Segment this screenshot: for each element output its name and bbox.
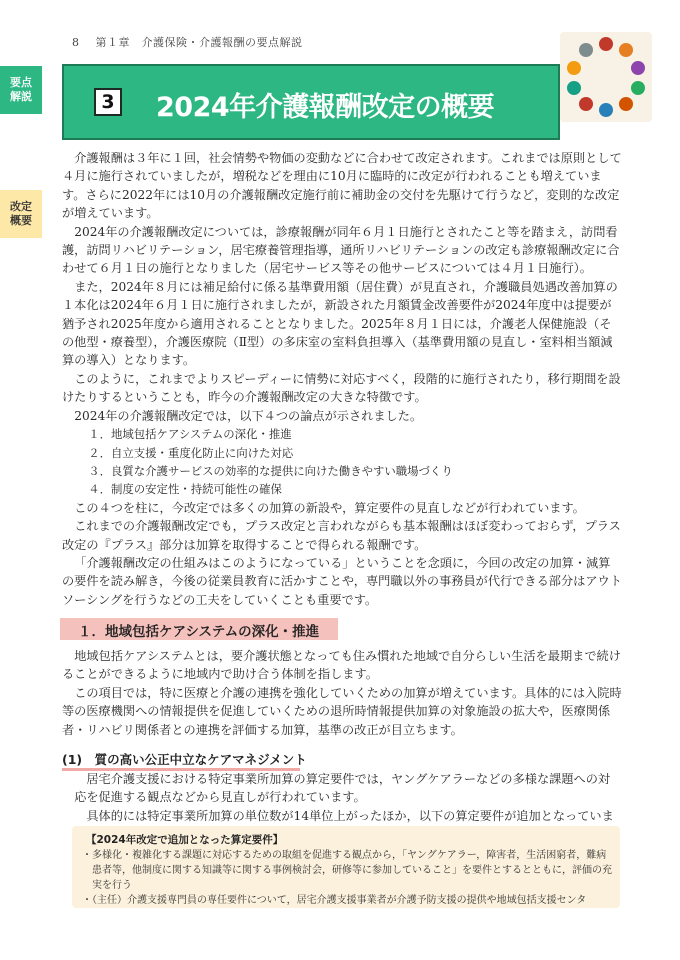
body-paragraph: これまでの介護報酬改定でも，プラス改定と言われながらも基本報酬はほぼ変わっておらず，プラス改定の『プラス』部分は加算を取得することで得られる報酬です。	[62, 519, 621, 552]
point-item: ４．制度の安定性・持続可能性の確保	[88, 482, 282, 497]
body-paragraph: 「介護報酬改定の仕組みはこのようになっている」ということを念頭に，今回の改定の加算・減算の要件を読み解き，今後の従業員教育に活かすことや，専門職以外の事務員が代行できる部分はアウトソーシングを行うなどの工夫をしていくことも重要です。	[62, 555, 622, 607]
section-text	[62, 647, 622, 739]
intro-paragraph: このように，これまでよりスピーディーに情勢に対応すべく，段階的に施行されたり，移行期間を設けたりするということも，昨今の介護報酬改定の大きな特徴です。	[62, 371, 621, 405]
intro-paragraph: 2024年の介護報酬改定では，以下４つの論点が示されました。	[74, 408, 423, 423]
section-paragraph: 地域包括ケアシステムとは，要介護状態となっても住み慣れた地域で自分らしい生活を最期まで続けることができるように地域内で助け合う体制を指します。	[62, 649, 621, 682]
section-heading	[60, 618, 338, 640]
point-item: ３．良質な介護サービスの効率的な提供に向けた働きやすい職場づくり	[88, 463, 453, 478]
side-tab-summary-label: 要点 解説	[10, 76, 32, 103]
section-paragraph: この項目では，特に医療と介護の連携を強化していくための加算が増えています。具体的には入院時等の医療機関への情報提供を促進していくための退所時情報提供加算の対象施設の拡大や，医療関係者・リハビリ関係者との連携を評価する加算，基準の改正が目立ちます。	[62, 685, 622, 737]
requirements-box-title: 【2024年改定で追加となった算定要件】	[86, 834, 284, 846]
requirement-item: ・多様化・複雑化する課題に対応するための取組を促進する観点から，「ヤングケアラー，障害者，生活困窮者，難病患者等，他制度に関する知識等に関する事例検討会，研修等に参加していること」を要件とするとともに，評価の充実を行う	[82, 850, 612, 891]
section-heading-label: １．地域包括ケアシステムの深化・推進	[78, 624, 320, 640]
point-item: １．地域包括ケアシステムの深化・推進	[88, 427, 292, 442]
decorative-figures-illustration	[560, 32, 652, 122]
banner-number: 3	[94, 88, 122, 116]
page-number: 8	[72, 36, 80, 49]
side-tab-summary	[0, 66, 42, 114]
intro-paragraph: 2024年の介護報酬改定については，診療報酬が同年６月１日施行とされたこと等を踏まえ，訪問看護，訪問リハビリテーション，居宅療養管理指導，通所リハビリテーションの改定も診療報酬改定に合わせて６月１日の施行となりました（居宅サービス等その他サービスについては４月１日施行）。	[62, 224, 620, 276]
intro-paragraph: 介護報酬は３年に１回，社会情勢や物価の変動などに合わせて改定されます。これまでは原則として４月に施行されていましたが，増税などを理由に10月に臨時的に改定が行われることも増えています。さらに2022年には10月の介護報酬改定施行前に補助金の交付を先駆けて行うなど，変則的な改定が増えています。	[62, 151, 622, 221]
running-header	[72, 34, 303, 50]
requirement-item: ・（主任）介護支援専門員の専任要件について，居宅介護支援事業者が介護予防支援の提供や地域包括支援センタ	[82, 895, 587, 906]
intro-paragraph: また，2024年８月には補足給付に係る基準費用額（居住費）が見直され，介護職員処遇改善加算の１本化は2024年６月１日に施行されましたが，新設された月額賃金改善要件が2024年度中は提要が猶予され2025年度から適用されることとなりました。2025年８月１日には，介護老人保健施設（その他型・療養型），介護医療院（Ⅱ型）の多床室の室料負担導入（基準費用額の見直し・室料相当額減算の導入）となります。	[62, 279, 618, 368]
requirements-box	[72, 826, 620, 908]
subsection-paragraph: 具体的には特定事業所加算の単位数が14単位上がったほか，以下の算定要件が追加となっていま	[86, 808, 614, 823]
subsection-paragraph: 居宅介護支援における特定事業所加算の算定要件では，ヤングケアラーなどの多様な課題への対応を促進する観点などから見直しが行われています。	[74, 772, 611, 805]
point-item: ２．自立支援・重度化防止に向けた対応	[88, 445, 294, 460]
subsection-heading: (1) 質の高い公正中立なケアマネジメント	[62, 750, 300, 771]
section-banner	[62, 64, 560, 140]
intro-text	[62, 149, 622, 609]
side-tab-revision-label: 改定 概要	[10, 200, 32, 227]
banner-title: 2024年介護報酬改定の概要	[156, 92, 495, 123]
body-paragraph: この４つを柱に，今改定では多くの加算の新設や，算定要件の見直しなどが行われています。	[74, 500, 585, 515]
requirements-list	[82, 848, 612, 908]
side-tab-revision	[0, 190, 42, 238]
chapter-title: 第１章 介護保険・介護報酬の要点解説	[95, 36, 303, 49]
